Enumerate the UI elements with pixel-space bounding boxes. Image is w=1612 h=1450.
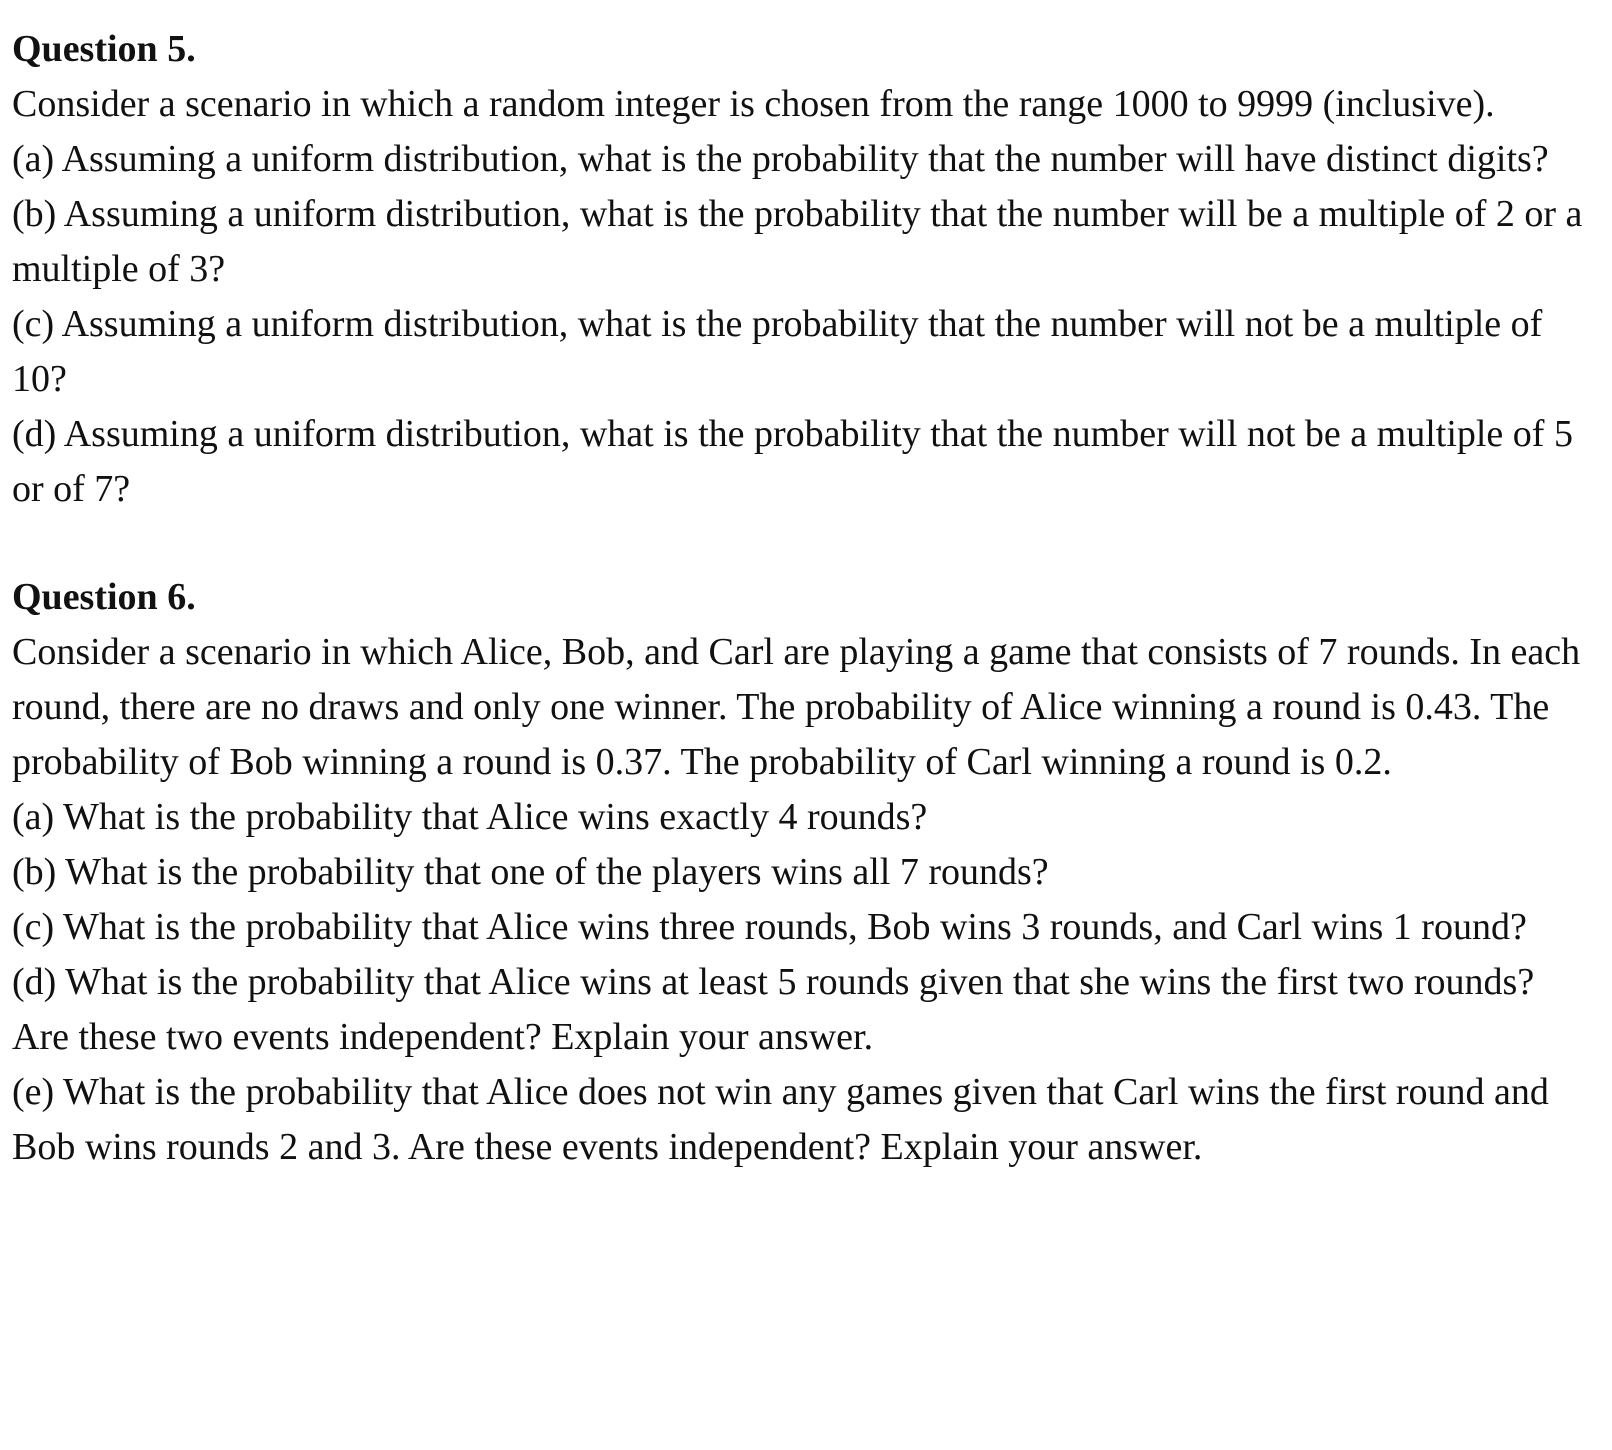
question-5 — [12, 22, 1592, 517]
question-5-part-c: (c) Assuming a uniform distribution, what is the probability that the number will not be a multiple of 10? — [12, 303, 1543, 400]
question-6-part-c: (c) What is the probability that Alice wins three rounds, Bob wins 3 rounds, and Carl wins 1 round? — [12, 906, 1527, 948]
question-5-part-a: (a) Assuming a uniform distribution, what is the probability that the number will have distinct digits? — [12, 138, 1549, 180]
question-5-intro: Consider a scenario in which a random integer is chosen from the range 1000 to 9999 (inclusive). — [12, 83, 1495, 125]
question-5-title: Question 5. — [12, 28, 196, 70]
question-6-title: Question 6. — [12, 576, 196, 618]
question-6-part-b: (b) What is the probability that one of the players wins all 7 rounds? — [12, 851, 1049, 893]
question-6-intro: Consider a scenario in which Alice, Bob, and Carl are playing a game that consists of 7 rounds. In each round, there are no draws and only one winner. The probability of Alice winning a round is 0.43. The probability of Bob winning a round is 0.37. The probability of Carl winning a round is 0.2. — [12, 631, 1581, 783]
question-5-part-b: (b) Assuming a uniform distribution, what is the probability that the number will be a multiple of 2 or a multiple of 3? — [12, 193, 1583, 290]
question-6-part-a: (a) What is the probability that Alice wins exactly 4 rounds? — [12, 796, 928, 838]
question-6-part-d: (d) What is the probability that Alice wins at least 5 rounds given that she wins the first two rounds? Are these two events independent? Explain your answer. — [12, 961, 1535, 1058]
question-6-part-e: (e) What is the probability that Alice does not win any games given that Carl wins the first round and Bob wins rounds 2 and 3. Are these events independent? Explain your answer. — [12, 1071, 1549, 1168]
question-5-part-d: (d) Assuming a uniform distribution, what is the probability that the number will not be a multiple of 5 or of 7? — [12, 413, 1573, 510]
question-6 — [12, 570, 1592, 1175]
